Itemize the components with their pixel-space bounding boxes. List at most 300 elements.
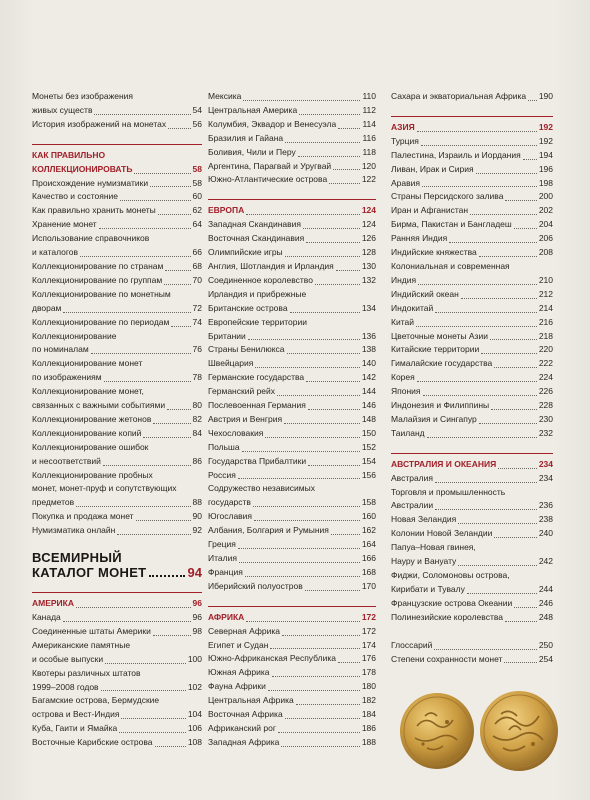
toc-entry[interactable] [32,232,202,260]
toc-entry-row [391,597,553,611]
toc-entry-row [391,288,553,302]
dot-leader [134,173,190,174]
toc-entry[interactable] [391,204,553,218]
toc-entry-title: Аргентина, Парагвай и Уругвай [208,160,332,171]
toc-entry[interactable] [208,316,376,344]
toc-entry-title: Коллекционирование по периодам [32,316,170,327]
toc-entry-row [32,611,202,625]
toc-entry[interactable] [32,288,202,316]
toc-entry[interactable] [208,680,376,694]
toc-entry-title: Англия, Шотландия и Ирландия [208,260,334,271]
toc-entry[interactable] [391,486,553,514]
dot-leader [298,156,361,157]
toc-entry-title: Соединенное королевство [208,274,313,285]
toc-entry[interactable] [32,190,202,204]
toc-entry-title: Полинезийские королевства [391,611,503,622]
page-number: 186 [361,722,376,733]
toc-entry-row [391,513,553,527]
toc-entry[interactable] [208,260,376,274]
toc-entry[interactable] [391,163,553,177]
toc-entry[interactable] [32,385,202,413]
toc-entry[interactable] [391,399,553,413]
page-number: 86 [192,455,202,466]
toc-entry-row [208,427,376,441]
toc-entry-title: Австралии [391,500,434,511]
page-number: 244 [538,583,553,594]
toc-entry-title: Южная Африка [208,667,270,678]
toc-entry[interactable] [208,399,376,413]
toc-entry[interactable] [391,330,553,344]
page-number: 240 [538,528,553,539]
section-page-number: 124 [361,205,376,216]
toc-entry[interactable] [391,218,553,232]
dot-leader [265,437,359,438]
toc-entry-title-line: Торговля и промышленность [391,486,506,497]
page-number: 154 [361,455,376,466]
toc-entry-row [32,455,202,469]
toc-entry[interactable] [391,135,553,149]
toc-entry-title: Китайские территории [391,344,480,355]
world-catalog-title: КАТАЛОГ МОНЕТ [32,565,147,581]
section-title-row [32,597,202,611]
toc-entry[interactable] [208,160,376,174]
toc-entry-row [32,218,202,232]
toc-entry[interactable] [208,524,376,538]
toc-entry[interactable] [208,90,376,104]
toc-entry-row [208,399,376,413]
toc-entry-row [32,274,202,288]
dot-leader [422,186,537,187]
toc-entry[interactable] [391,371,553,385]
toc-entry[interactable] [391,149,553,163]
toc-entry[interactable] [32,316,202,330]
toc-entry-row [32,496,202,510]
toc-entry[interactable] [32,330,202,358]
page-number: 136 [361,330,376,341]
page-number: 60 [192,191,202,202]
dot-leader [479,423,537,424]
toc-entry-row [208,260,376,274]
toc-entry-title: Центральная Америка [208,104,298,115]
toc-entry[interactable] [208,482,376,510]
toc-entry-row [391,611,553,625]
toc-entry-row [208,538,376,552]
toc-entry-row [32,118,202,132]
toc-entry-title: Колумбия, Эквадор и Венесуэла [208,118,337,129]
page-number: 114 [362,118,376,129]
dot-leader [306,381,360,382]
toc-entry-title: Олимпийские игры [208,247,283,258]
dot-leader [308,409,360,410]
page-number: 234 [538,472,553,483]
dot-leader [498,468,537,469]
toc-entry[interactable] [391,597,553,611]
section-title: АЗИЯ [391,121,415,132]
toc-entry-row [208,173,376,187]
toc-column-3 [391,90,553,666]
dot-leader [490,339,537,340]
toc-entry[interactable] [32,427,202,441]
page-number: 132 [361,274,376,285]
dot-leader [91,353,191,354]
page-number: 64 [192,219,202,230]
page-number: 82 [192,413,202,424]
dot-leader [103,465,191,466]
dot-leader [303,228,360,229]
toc-entry[interactable] [32,177,202,191]
toc-entry[interactable] [391,385,553,399]
dot-leader [165,270,190,271]
dot-leader [149,575,184,577]
toc-entry[interactable] [391,90,553,104]
dot-leader [306,242,360,243]
toc-entry[interactable] [208,218,376,232]
page-number: 102 [187,681,202,692]
page-number: 188 [361,736,376,747]
toc-entry-row [208,118,376,132]
toc-entry[interactable] [391,357,553,371]
toc-entry-title: Индийские княжества [391,247,477,258]
spacer [391,625,553,639]
toc-entry[interactable] [208,118,376,132]
section-australia-heading[interactable] [391,453,553,472]
toc-entry-row [208,552,376,566]
section-collecting-heading[interactable] [32,144,202,177]
toc-entry[interactable] [391,232,553,246]
page-number: 216 [538,316,553,327]
toc-column-1 [32,90,202,750]
toc-entry-title: Куба, Гаити и Ямайка [32,723,118,734]
toc-entry-row [391,385,553,399]
toc-entry[interactable] [391,302,553,316]
toc-entry[interactable] [32,357,202,385]
section-europe-heading[interactable] [208,199,376,218]
dot-leader [119,732,186,733]
toc-entry-title: и каталогов [32,247,79,258]
dot-leader [461,298,537,299]
toc-entry-title: Послевоенная Германия [208,400,306,411]
dot-leader [153,423,190,424]
toc-entry-title: Государства Прибалтики [208,455,307,466]
dot-leader [120,200,191,201]
dot-leader [284,423,360,424]
dot-leader [76,506,190,507]
toc-entry-row [32,625,202,639]
dot-leader [150,186,190,187]
toc-entry[interactable] [208,538,376,552]
toc-entry-title: Таиланд [391,427,425,438]
toc-entry-row [391,499,553,513]
toc-entry[interactable] [391,653,553,667]
toc-entry[interactable] [391,190,553,204]
section-title-row [391,121,553,135]
page-number: 218 [538,330,553,341]
toc-entry[interactable] [32,260,202,274]
dot-leader [238,478,360,479]
toc-entry[interactable] [32,469,202,511]
toc-entry-title: Как правильно хранить монеты [32,205,156,216]
toc-entry-row [208,441,376,455]
toc-entry[interactable] [208,146,376,160]
dot-leader [308,465,360,466]
page-number: 192 [538,135,553,146]
toc-entry-row [391,371,553,385]
dot-leader [331,534,360,535]
toc-entry-row [391,427,553,441]
page-number: 220 [538,344,553,355]
toc-entry-title: Французские острова Океании [391,597,513,608]
toc-entry[interactable] [208,625,376,639]
toc-entry[interactable] [208,427,376,441]
dot-leader [416,326,537,327]
section-title-row [391,458,553,472]
toc-entry-title-line: Колониальная и современная [391,260,510,271]
toc-entry[interactable] [32,118,202,132]
toc-entry-title: Россия [208,469,236,480]
dot-leader [418,284,537,285]
toc-entry-title: Британские острова [208,302,288,313]
dot-leader [458,565,537,566]
toc-entry[interactable] [208,736,376,750]
toc-entry[interactable] [32,510,202,524]
toc-entry-title: Австрия и Венгрия [208,413,283,424]
toc-entry-title-line: Багамские острова, Бермудские [32,695,160,706]
toc-entry-row [391,218,553,232]
toc-entry[interactable] [208,343,376,357]
gold-coins-image [397,686,561,776]
dot-leader [481,353,537,354]
page-number: 238 [538,514,553,525]
toc-entry-row [32,736,202,750]
toc-entry[interactable] [32,611,202,625]
toc-entry-row [32,427,202,441]
page-number: 80 [192,400,202,411]
page-number: 106 [187,723,202,734]
toc-entry[interactable] [208,132,376,146]
page-number: 90 [192,511,202,522]
page-number: 206 [538,233,553,244]
toc-entry[interactable] [391,569,553,597]
toc-entry-title-line: Монеты без изображения [32,91,134,101]
toc-entry[interactable] [208,413,376,427]
dot-leader [338,128,360,129]
toc-entry-row [391,190,553,204]
toc-entry-title: Боливия, Чили и Перу [208,146,296,157]
dot-leader [449,242,537,243]
dot-leader [282,635,360,636]
toc-entry-title: живых существ [32,104,93,115]
toc-entry[interactable] [391,611,553,625]
toc-entry-title: Япония [391,386,421,397]
toc-entry[interactable] [208,274,376,288]
page-number: 226 [538,386,553,397]
toc-entry[interactable] [391,343,553,357]
toc-entry-title: Восточная Африка [208,709,283,720]
toc-entry[interactable] [32,413,202,427]
toc-entry[interactable] [32,639,202,667]
dot-leader [290,312,360,313]
toc-entry[interactable] [32,722,202,736]
toc-entry-title: Покупка и продажа монет [32,511,134,522]
dot-leader [245,576,360,577]
dot-leader [153,635,191,636]
page-number: 100 [187,653,202,664]
toc-entry[interactable] [208,441,376,455]
toc-entry[interactable] [208,357,376,371]
toc-entry[interactable] [391,288,553,302]
toc-entry[interactable] [32,524,202,538]
toc-entry[interactable] [391,177,553,191]
toc-entry-row [208,385,376,399]
toc-entry[interactable] [208,232,376,246]
toc-entry[interactable] [32,625,202,639]
toc-entry[interactable] [208,510,376,524]
dot-leader [285,718,360,719]
section-page-number: 96 [192,598,202,609]
toc-entry-row [391,330,553,344]
toc-entry[interactable] [391,639,553,653]
toc-entry[interactable] [32,218,202,232]
page-number: 248 [538,611,553,622]
dot-leader [270,648,359,649]
page-number: 176 [361,653,376,664]
toc-entry-row [208,160,376,174]
dot-leader [504,662,536,663]
toc-entry-row [32,722,202,736]
toc-entry[interactable] [208,104,376,118]
section-america-heading[interactable] [32,592,202,611]
toc-entry-row [208,132,376,146]
toc-entry[interactable] [208,639,376,653]
toc-entry[interactable] [32,694,202,722]
toc-entry-title-line: Квотеры различных штатов [32,667,141,678]
page-number: 88 [192,497,202,508]
toc-entry-title: Индия [391,274,417,285]
page-number: 152 [361,441,376,452]
toc-entry[interactable] [208,552,376,566]
toc-entry-title: Южно-Африканская Республика [208,653,336,664]
toc-entry[interactable] [208,722,376,736]
toc-entry-row [32,399,202,413]
toc-entry[interactable] [208,455,376,469]
toc-entry[interactable] [32,204,202,218]
toc-entry[interactable] [208,666,376,680]
toc-entry[interactable] [208,385,376,399]
toc-entry-title: Сахара и экваториальная Африка [391,91,527,101]
dot-leader [243,100,360,101]
toc-entry[interactable] [32,274,202,288]
dot-leader [277,395,360,396]
page-number: 160 [361,511,376,522]
page-number: 204 [538,219,553,230]
section-africa-heading[interactable] [208,606,376,625]
page-number: 196 [538,163,553,174]
toc-entry-title: Африканский рог [208,722,276,733]
toc-entry[interactable] [208,580,376,594]
toc-entry-title: История изображений на монетах [32,118,167,129]
toc-entry[interactable] [208,708,376,722]
toc-entry[interactable] [32,90,202,118]
toc-entry[interactable] [391,260,553,288]
page-number: 150 [361,427,376,438]
toc-entry-row [208,666,376,680]
page-number: 98 [192,625,202,636]
toc-column-2 [208,90,376,750]
toc-entry[interactable] [208,694,376,708]
page-number: 232 [538,427,553,438]
toc-entry-row [208,357,376,371]
toc-entry[interactable] [391,413,553,427]
world-catalog-heading[interactable] [32,550,202,580]
section-title: АМЕРИКА [32,598,74,609]
toc-entry-title: Швейцария [208,358,254,369]
toc-entry[interactable] [32,667,202,695]
toc-entry-row [391,274,553,288]
toc-entry[interactable] [208,371,376,385]
toc-entry[interactable] [391,246,553,260]
dot-leader [305,590,360,591]
toc-entry[interactable] [32,736,202,750]
toc-entry-title-line: Американские памятные [32,639,131,650]
toc-entry-title: Гималайские государства [391,358,493,369]
dot-leader [287,353,360,354]
toc-entry[interactable] [208,566,376,580]
page-number: 214 [538,302,553,313]
toc-entry[interactable] [208,469,376,483]
page-number: 72 [192,302,202,313]
toc-entry[interactable] [32,441,202,469]
toc-entry[interactable] [391,513,553,527]
page-number: 122 [361,174,376,185]
toc-entry[interactable] [391,316,553,330]
dot-leader [491,409,537,410]
page-number: 142 [361,372,376,383]
toc-entry-row [391,163,553,177]
toc-entry[interactable] [208,246,376,260]
toc-entry[interactable] [391,527,553,541]
toc-entry-row [32,260,202,274]
page-number: 128 [361,247,376,258]
toc-entry-title: и несоответствий [32,455,101,466]
toc-entry-row [208,302,376,316]
page-number: 190 [538,91,553,101]
dot-leader [278,732,360,733]
toc-entry[interactable] [391,472,553,486]
toc-entry[interactable] [391,427,553,441]
toc-entry-title: дворам [32,302,62,313]
dot-leader [239,562,360,563]
toc-entry-title-line: Папуа–Новая гвинея, [391,542,476,553]
page-number: 74 [192,316,202,327]
toc-entry[interactable] [208,173,376,187]
toc-entry[interactable] [391,541,553,569]
toc-entry[interactable] [208,652,376,666]
toc-entry[interactable] [208,288,376,316]
toc-entry-row [391,583,553,597]
page-number: 228 [538,400,553,411]
toc-entry-row [32,343,202,357]
dot-leader [253,506,360,507]
toc-entry-title-line: Коллекционирование монет, [32,386,144,397]
page-number: 156 [361,469,376,480]
section-asia-heading[interactable] [391,116,553,135]
toc-entry-title: Хранение монет [32,219,97,230]
toc-entry-row [391,472,553,486]
page-number: 116 [362,132,376,143]
toc-entry-title-line: Коллекционирование пробных [32,469,153,480]
toc-entry-title-line: Коллекционирование монет [32,358,143,369]
dot-leader [117,534,190,535]
